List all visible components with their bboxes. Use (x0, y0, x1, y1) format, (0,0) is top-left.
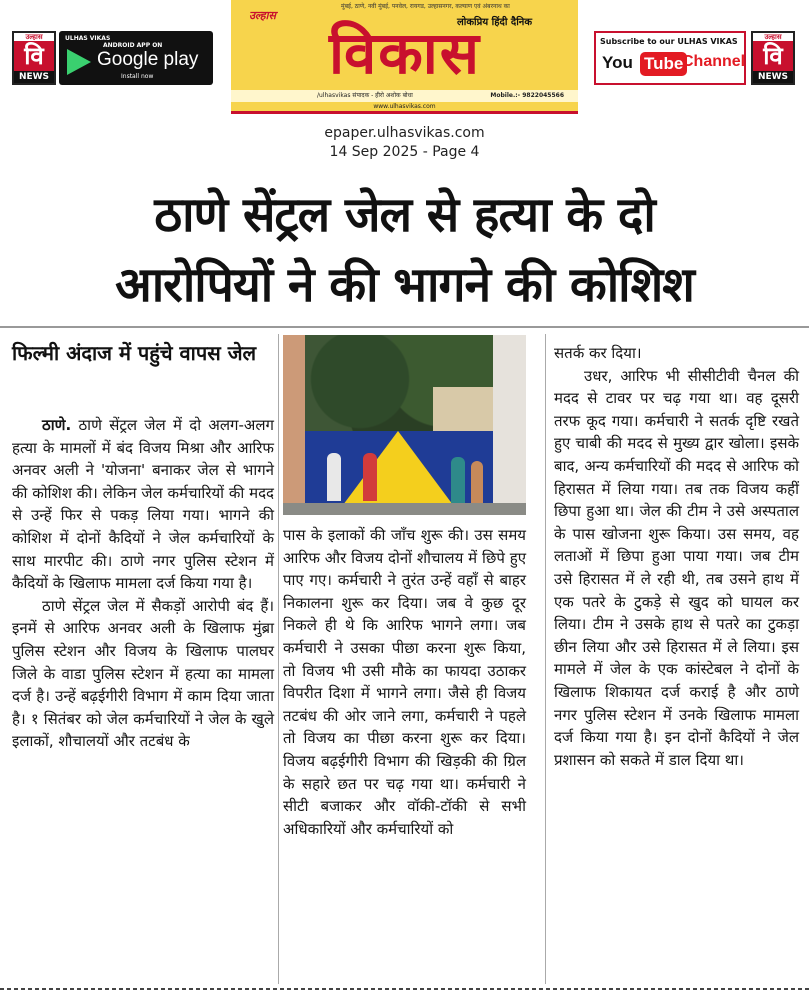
article-column-1 (12, 414, 274, 753)
google-play-banner[interactable] (59, 31, 213, 85)
article-subhead: फिल्मी अंदाज में पहुंचे वापस जेल (12, 341, 257, 365)
column-divider (545, 334, 546, 984)
column-divider (278, 334, 279, 984)
logo-mobile-number: Mobile.:- 9822045566 (490, 92, 564, 99)
epaper-meta (0, 124, 809, 162)
article-paragraph: सतर्क कर दिया। (554, 344, 642, 362)
google-play-label: Google play (97, 49, 199, 70)
youtube-channel-banner[interactable] (594, 31, 746, 85)
article-photo-jail-gate (283, 335, 526, 515)
badge-news-label: NEWS (14, 71, 54, 83)
android-app-text: ANDROID APP ON (103, 42, 163, 49)
badge-news-label: NEWS (753, 71, 793, 83)
youtube-tube-text: Tube (640, 52, 687, 76)
dateline: ठाणे. (42, 416, 72, 434)
headline-divider (0, 326, 809, 328)
article-column-3 (554, 342, 799, 771)
badge-letter: वि (753, 41, 793, 71)
epaper-date-page: 14 Sep 2025 - Page 4 (329, 144, 480, 160)
headline-line-1: ठाणे सेंट्रल जेल से हत्या के दो (154, 187, 655, 243)
masthead (0, 0, 809, 122)
play-store-icon (67, 49, 91, 75)
paragraph-text: ठाणे सेंट्रल जेल में दो अलग-अलग हत्या के मामलों में बंद विजय मिश्रा और आरिफ अनवर अली ने 'योजना' बनाकर जेल से भागने की कोशिश की। लेकिन जेल कर्मचारियों की मदद से उन्हें फिर से पकड़ लिया गया। भागने की कोशिश में दोनों कैदियों ने जेल कर्मचारियों के साथ मारपीट की। ठाणे नगर पुलिस स्टेशन में कैदियों के खिलाफ मामला दर्ज किया गया है। (12, 416, 274, 593)
logo-wordmark: विकास (328, 19, 482, 87)
newspaper-logo[interactable] (231, 0, 578, 114)
logo-url: www.ulhasvikas.com (373, 103, 436, 110)
logo-small-text: उल्हास (249, 9, 276, 22)
logo-cities-line: मुंबई, ठाणे, नवी मुंबई, पनवेल, रायगड, उल्हासनगर, कल्याण एवं अंबरनाथ का (341, 3, 510, 10)
article-paragraph: उधर, आरिफ भी सीसीटीवी चैनल की मदद से टावर पर चढ़ गया था। वह दूसरी तरफ कूद गया। कर्मचारी ने सतर्क दृष्टि रखते हुए चाबी की मदद से मुख्य द्वार खोला। इसके बाद, अन्य कर्मचारियों की मदद से आरिफ को हिरासत में लिया गया। तब तक विजय कहीं छिपा हुआ था। जेल की टीम ने उसे अस्पताल के पास खोजना शुरू किया। उस समय, वह लताओं में छिपा हुआ पाया गया। जब टीम उसे हिरासत में ले रही थी, तब उसने हाथ में एक पतरे के टुकड़े से खुद को घायल कर लिया। टीम ने उसके हाथ से पतरे का टुकड़ा छीन लिया और उसे हिरासत में ले लिया। इस मामले में जेल के एक कांस्टेबल ने दोनों के खिलाफ शिकायत दर्ज कराई है और ठाणे नगर पुलिस स्टेशन में उनके खिलाफ मामला दर्ज किया गया है। इन दोनों कैदियों ने जेल प्रशासन को सकते में डाल दिया था। (554, 366, 799, 769)
left-news-badge[interactable] (12, 31, 56, 85)
subscribe-text: Subscribe to our ULHAS VIKAS (600, 37, 738, 46)
badge-top-text: उल्हास (764, 33, 782, 41)
app-brand-text: ULHAS VIKAS (65, 35, 111, 42)
logo-footer-text: /ulhasvikas संपादक - हीरो अशोक बोधा (317, 92, 413, 99)
youtube-channel-text: Channel (682, 53, 746, 70)
youtube-you-text: You (602, 53, 633, 72)
headline-line-2: आरोपियों ने की भागने की कोशिश (115, 257, 694, 313)
article-paragraph (12, 414, 274, 595)
install-now-label: Install now (121, 73, 154, 80)
page-bottom-rule (0, 988, 809, 990)
badge-letter: वि (14, 41, 54, 71)
right-news-badge[interactable] (751, 31, 795, 85)
article-headline (10, 180, 799, 320)
epaper-site[interactable]: epaper.ulhasvikas.com (324, 125, 485, 141)
article-column-2 (283, 524, 526, 840)
article-paragraph: ठाणे सेंट्रल जेल में सैकड़ों आरोपी बंद हैं। इनमें से आरिफ अनवर अली के खिलाफ मुंब्रा पुलिस स्टेशन और विजय के खिलाफ पालघर जिले के वाडा पुलिस स्टेशन में हत्या का मामला दर्ज है। उन्हें बढ़ईगीरी विभाग में काम दिया जाता है। १ सितंबर को जेल कर्मचारियों ने जेल के खुले इलाकों, शौचालयों और तटबंध के (12, 596, 274, 751)
logo-footer-strip (231, 90, 578, 102)
badge-top-text: उल्हास (25, 33, 43, 41)
article-paragraph: पास के इलाकों की जाँच शुरू की। उस समय आरिफ और विजय दोनों शौचालय में छिपे हुए पाए गए। कर्मचारी ने तुरंत उन्हें वहाँ से बाहर निकालना शुरू कर दिया। जब वे कुछ दूर निकले ही थे कि आरिफ भागने लगा। जब कर्मचारी ने उसका पीछा करना शुरू किया, तो विजय भी उसी मौके का फायदा उठाकर विपरीत दिशा में भागने लगा। जैसे ही विजय तटबंध की ओर जाने लगा, कर्मचारी ने पहले तो विजय का पीछा करना शुरू कर दिया। विजय बढ़ईगीरी विभाग की खिड़की की ग्रिल के सहारे छत पर चढ़ गया था। कर्मचारी ने सीटी बजाकर और वॉकी-टॉकी से सभी अधिकारियों और कर्मचारियों को (283, 526, 526, 838)
logo-tagline: लोकप्रिय हिंदी दैनिक (457, 17, 533, 28)
